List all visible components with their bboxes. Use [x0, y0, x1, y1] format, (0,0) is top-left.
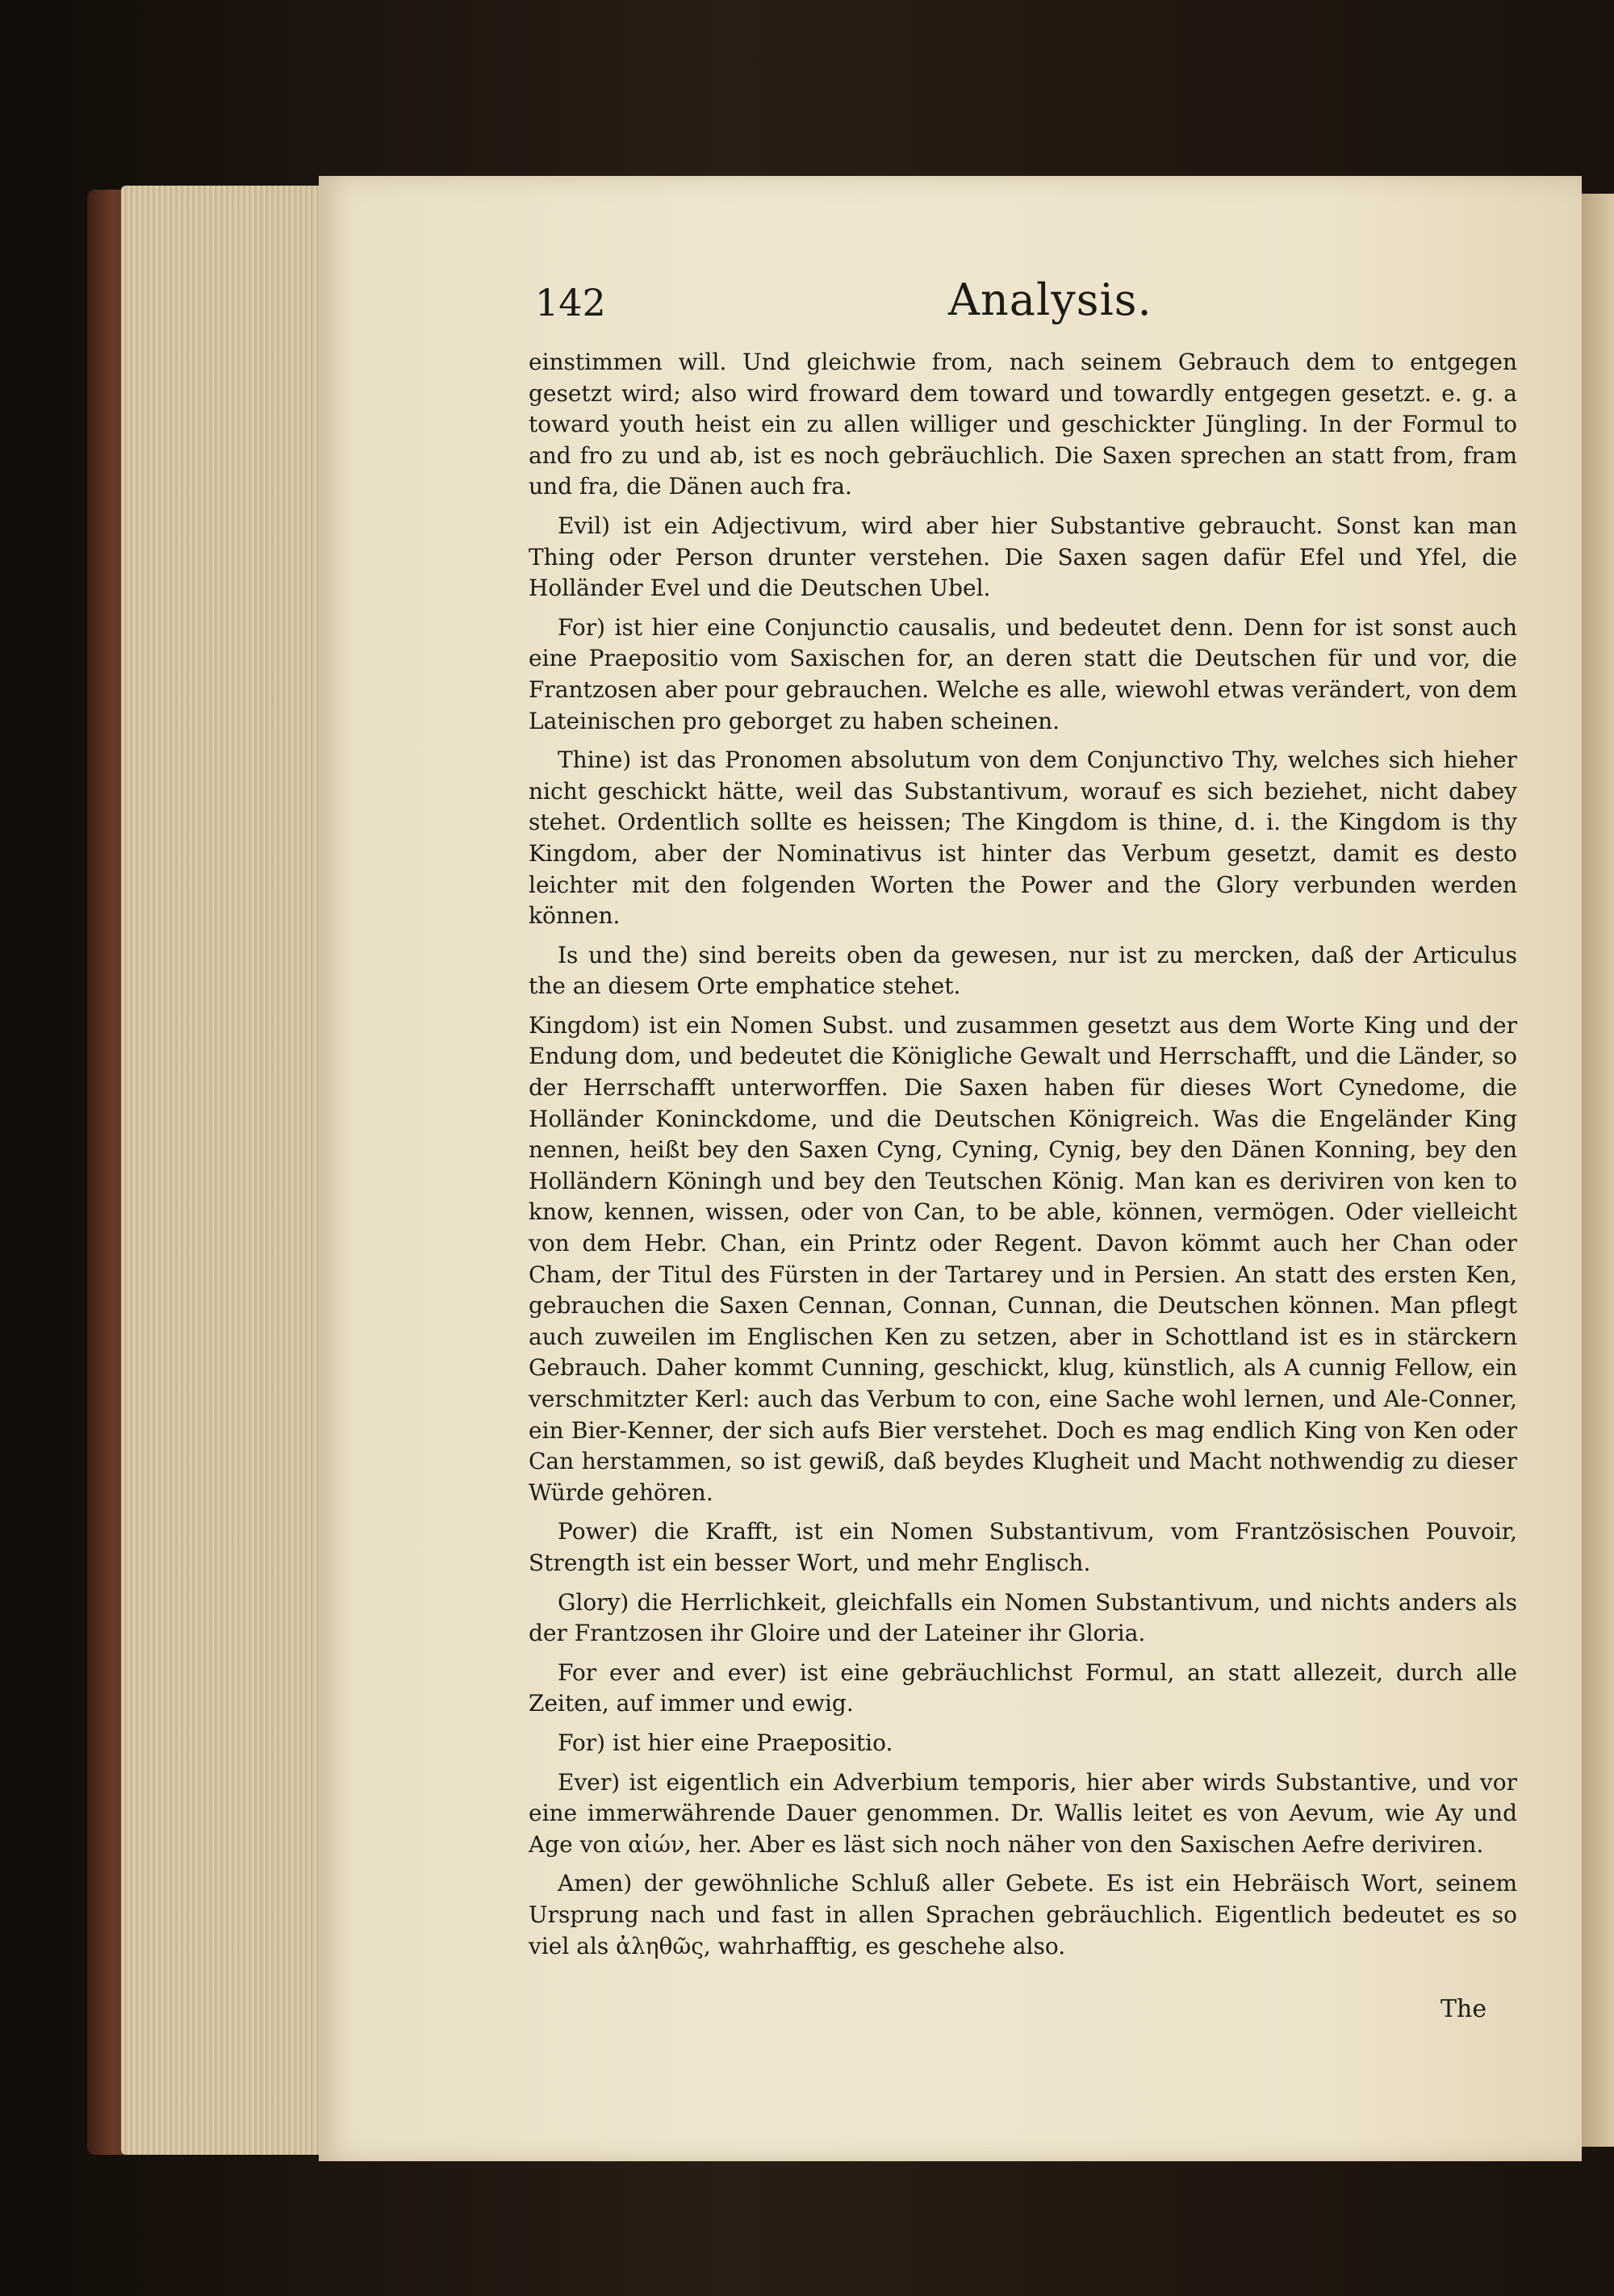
page-number: 142: [535, 281, 606, 324]
facing-page-edge: [1580, 194, 1614, 2147]
page-text-area: [529, 274, 1517, 1970]
running-head: Analysis.: [948, 274, 1152, 325]
paragraph: Ever) ist eigentlich ein Adverbium temporis, hier aber wirds Substantive, und vor eine immerwährende Dauer genommen. Dr. Wallis leitet es von Aevum, wie Ay und Age von αἰών, her. Aber es läst sich noch näher von den Saxischen Aefre deriviren.: [529, 1768, 1517, 1858]
page-header: [529, 274, 1517, 339]
paragraph: Evil) ist ein Adjectivum, wird aber hier Substantive gebraucht. Sonst kan man Thing oder Person drunter verstehen. Die Saxen sagen dafür Efel und Yfel, die Holländer Evel und die Deutschen Ubel.: [529, 512, 1517, 602]
body-text: [529, 347, 1517, 1962]
catchword: The: [1440, 1995, 1487, 2023]
paragraph: For) ist hier eine Conjunctio causalis, und bedeutet denn. Denn for ist sonst auch eine Praepositio vom Saxischen for, an deren statt die Deutschen für und vor, die Frantzosen aber pour gebrauchen. Welche es alle, wiewohl etwas verändert, von dem Lateinischen pro geborget zu haben scheinen.: [529, 613, 1517, 734]
page-stack-edges: [121, 186, 327, 2155]
paragraph: einstimmen will. Und gleichwie from, nach seinem Gebrauch dem to entgegen gesetzt wird; also wird froward dem toward und towardly entgegen gesetzt. e. g. a toward youth heist ein zu allen williger und geschickter Jüngling. In der Formul to and fro zu und ab, ist es noch gebräuchlich. Die Saxen sprechen an statt from, fram und fra, die Dänen auch fra.: [529, 349, 1517, 500]
paragraph: Amen) der gewöhnliche Schluß aller Gebete. Es ist ein Hebräisch Wort, seinem Ursprung nach und fast in allen Sprachen gebräuchlich. Eigentlich bedeutet es so viel als ἀληθῶς, wahrhafftig, es geschehe also.: [529, 1870, 1517, 1959]
paragraph: Kingdom) ist ein Nomen Subst. und zusammen gesetzt aus dem Worte King und der Endung dom, und bedeutet die Königliche Gewalt und Herrschafft, und die Länder, so der Herrschafft unterworffen. Die Saxen haben für dieses Wort Cynedome, die Holländer Koninckdome, und die Deutschen Königreich. Was die Engeländer King nennen, heißt bey den Saxen Cyng, Cyning, Cynig, bey den Dänen Konning, bey den Holländern Köningh und bey den Teutschen König. Man kan es deriviren von ken to know, kennen, wissen, oder von Can, to be able, können, vermögen. Oder vielleicht von dem Hebr. Chan, ein Printz oder Regent. Davon kömmt auch her Chan oder Cham, der Titul des Fürsten in der Tartarey und in Persien. An statt des ersten Ken, gebrauchen die Saxen Cennan, Connan, Cunnan, die Deutschen können. Man pflegt auch zuweilen im Englischen Ken zu setzen, aber in Schottland ist es in stärckern Gebrauch. Daher kommt Cunning, geschickt, klug, künstlich, als A cunnig Fellow, ein verschmitzter Kerl: auch das Verbum to con, eine Sache wohl lernen, und Ale-Conner, ein Bier-Kenner, der sich aufs Bier verstehet. Doch es mag endlich King von Ken oder Can herstammen, so ist gewiß, daß beydes Klugheit und Macht nothwendig zu dieser Würde gehören.: [529, 1011, 1517, 1506]
paragraph: Glory) die Herrlichkeit, gleichfalls ein Nomen Substantivum, und nichts anders als der Frantzosen ihr Gloire und der Lateiner ihr Gloria.: [529, 1588, 1517, 1647]
paragraph: Power) die Krafft, ist ein Nomen Substantivum, vom Frantzösischen Pouvoir, Strength ist ein besser Wort, und mehr Englisch.: [529, 1518, 1517, 1576]
paragraph: For) ist hier eine Praepositio.: [558, 1729, 893, 1756]
paragraph: For ever and ever) ist eine gebräuchlichst Formul, an statt allezeit, durch alle Zeiten, auf immer und ewig.: [529, 1658, 1517, 1717]
paragraph: Thine) ist das Pronomen absolutum von dem Conjunctivo Thy, welches sich hieher nicht geschickt hätte, weil das Substantivum, worauf es sich beziehet, nicht dabey stehet. Ordentlich sollte es heissen; The Kingdom is thine, d. i. the Kingdom is thy Kingdom, aber der Nominativus ist hinter das Verbum gesetzt, damit es desto leichter mit den folgenden Worten the Power and the Glory verbunden werden können.: [529, 747, 1517, 930]
paragraph: Is und the) sind bereits oben da gewesen, nur ist zu mercken, daß der Articulus the an diesem Orte emphatice stehet.: [529, 941, 1517, 1000]
